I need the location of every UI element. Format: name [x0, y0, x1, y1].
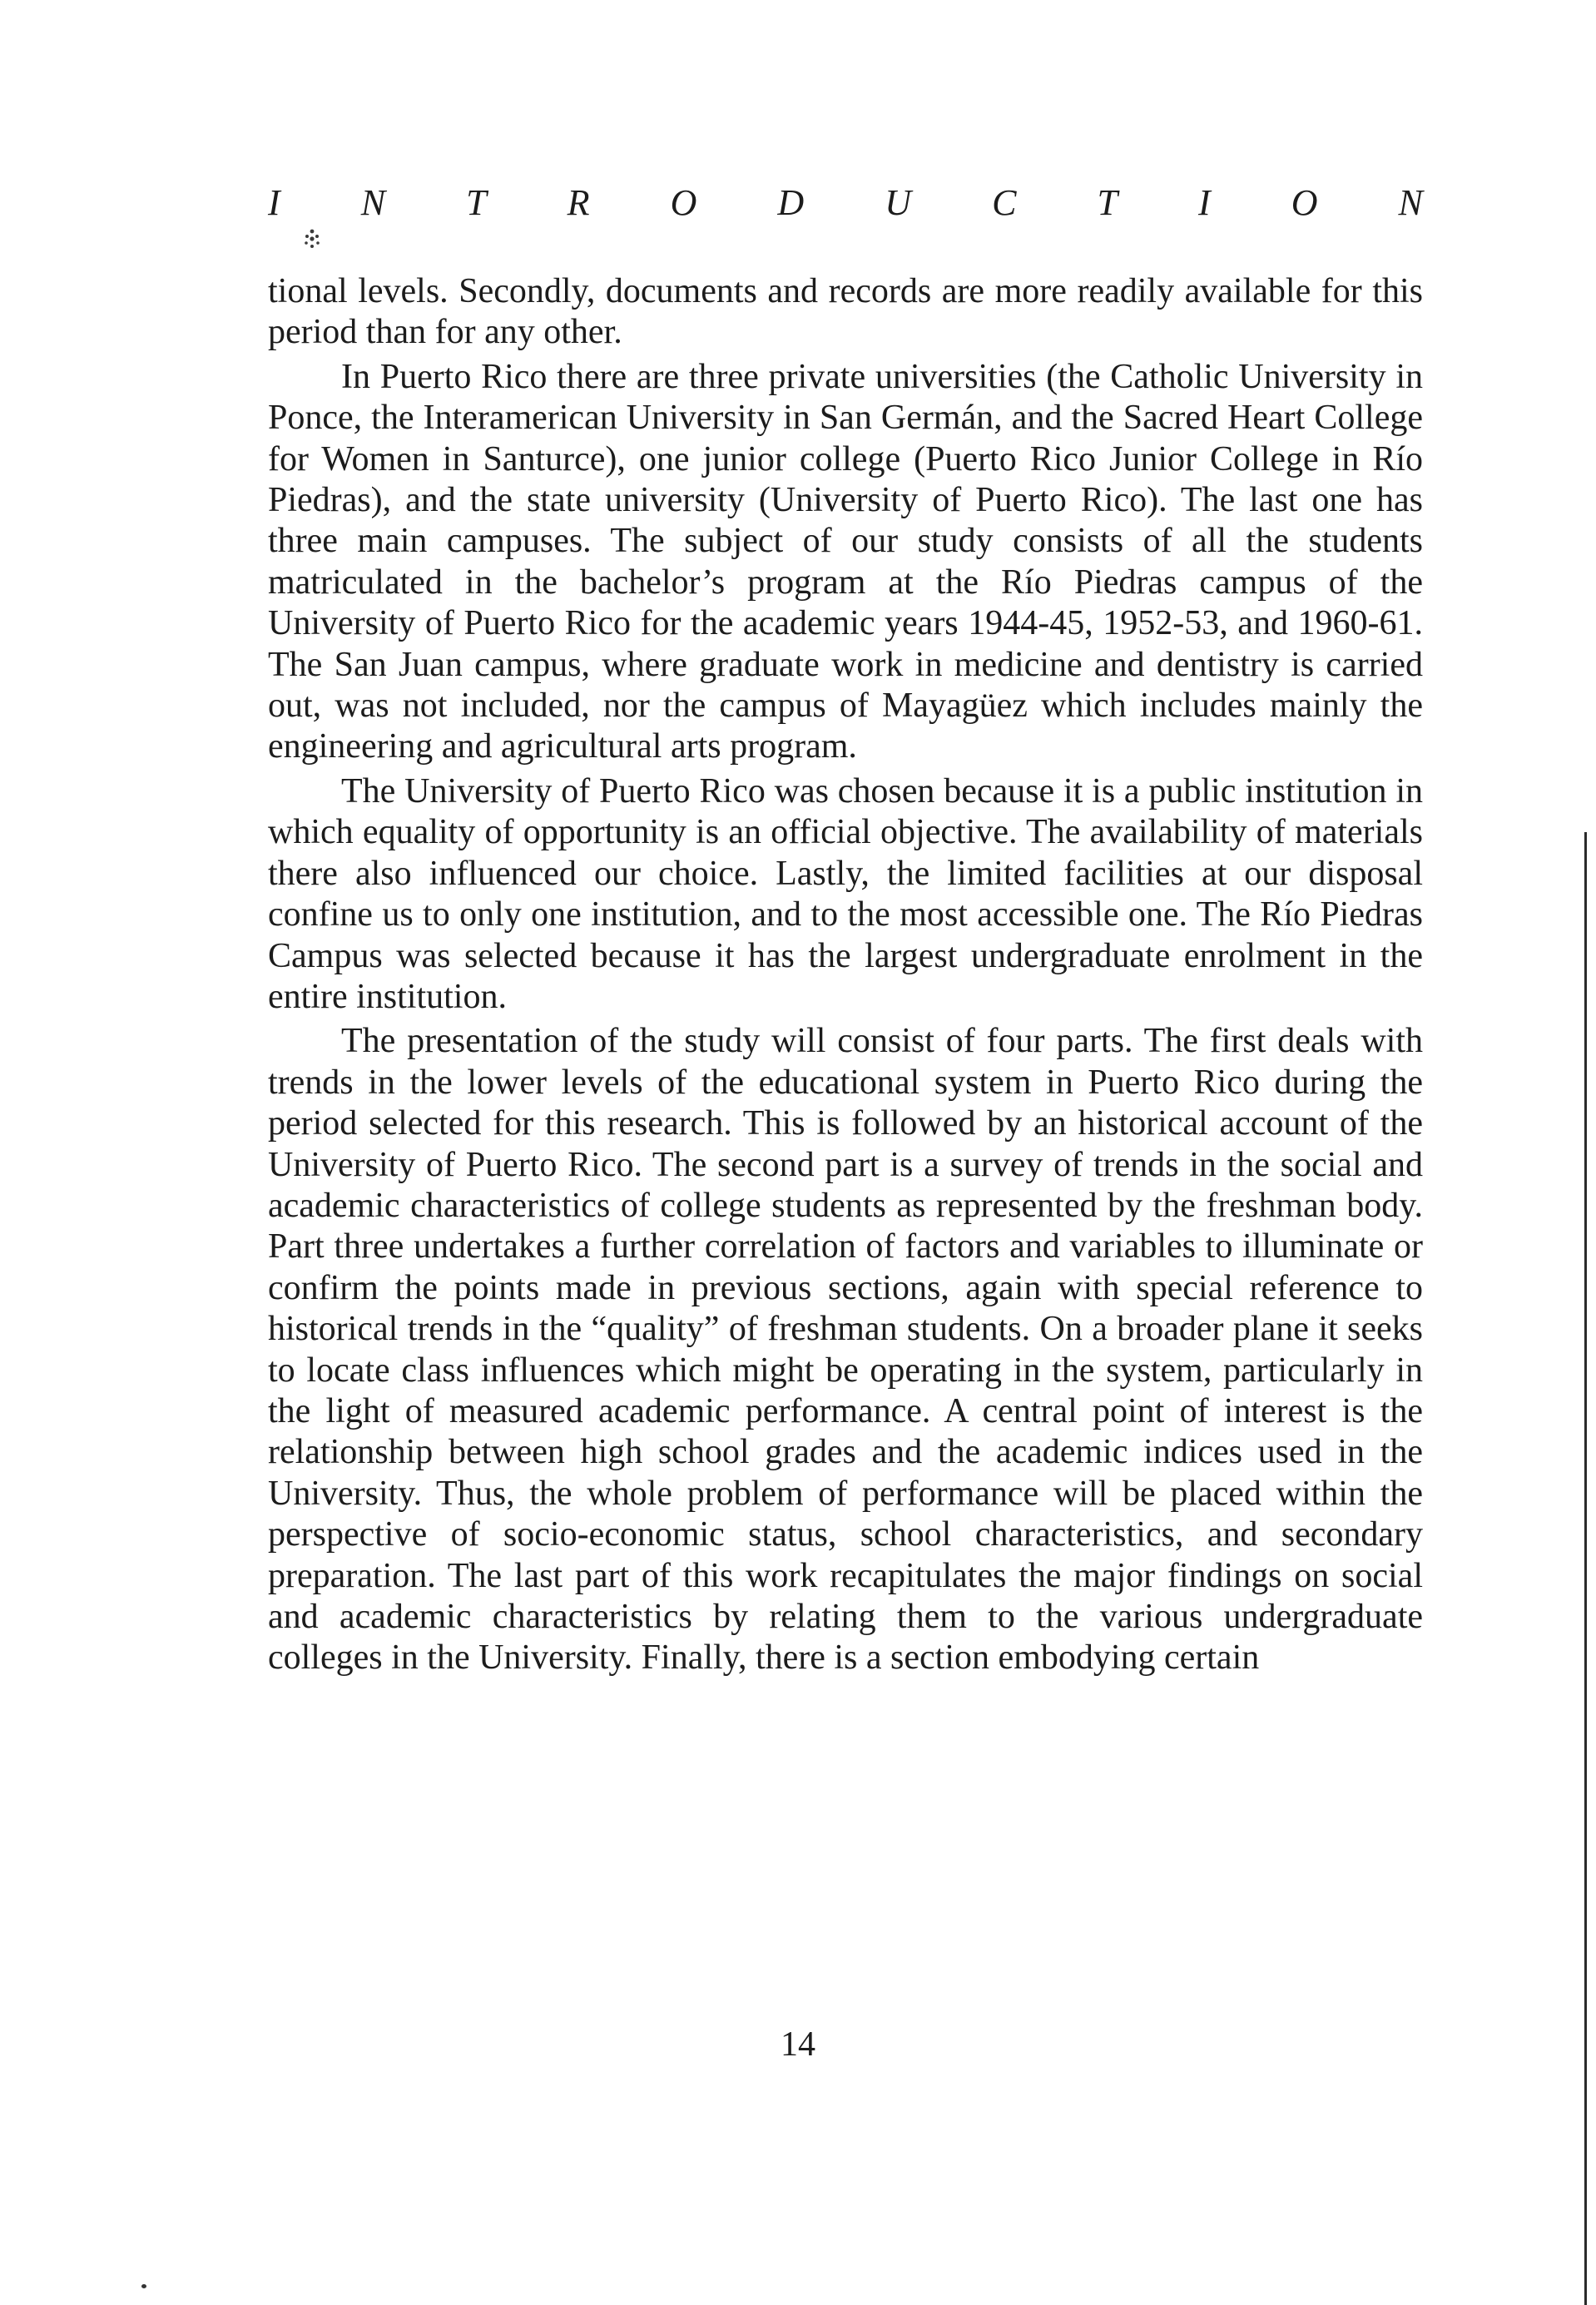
paragraph: The University of Puerto Rico was chosen because it is a public institution in which equality of opportunity is an official objective. The availability of materials there also influenced our choice. Lastly, the limited facilities at our disposal confine us to only one institution, and to the most accessible one. The Río Piedras Campus was selected because it has the largest undergraduate enrolment in the entire institution. [268, 771, 1423, 1016]
body-text [268, 271, 1423, 1679]
running-head-letter: T [466, 182, 487, 223]
running-head-letter: U [885, 182, 912, 223]
paragraph: In Puerto Rico there are three private universities (the Catholic University in Ponce, the Interamerican University in San Germán, and the Sacred Heart College for Women in Santurce), one junior college (Puerto Rico Junior College in Río Piedras), and the state university (University of Puerto Rico). The last one has three main campuses. The subject of our study consists of all the students matriculated in the bachelor’s program at the Río Piedras campus of the University of Puerto Rico for the academic years 1944-45, 1952-53, and 1960-61. The San Juan campus, where graduate work in medicine and dentistry is carried out, was not included, nor the campus of Mayagüez which includes mainly the engineering and agricultural arts program. [268, 357, 1423, 766]
paragraph-continued: tional levels. Secondly, documents and records are more readily available for this period than for any other. [268, 272, 1423, 352]
page-number: 14 [781, 2025, 815, 2064]
running-head-letter: T [1097, 182, 1118, 223]
running-head-letter: I [268, 182, 280, 223]
running-head-letter: O [1291, 182, 1318, 223]
scan-speck [141, 2284, 146, 2288]
running-head-letter: D [777, 182, 805, 223]
running-head [268, 182, 1423, 223]
paragraph: The presentation of the study will consist of four parts. The first deals with trends in the lower levels of the educational system in Puerto Rico during the period selected for this research. This is followed by an historical account of the University of Puerto Rico. The second part is a survey of trends in the social and academic characteristics of college students as represented by the freshman body. Part three undertakes a further correlation of factors and variables to illuminate or confirm the points made in previous sections, again with special reference to historical trends in the “quality” of freshman students. On a broader plane it seeks to locate class influences which might be operating in the system, particularly in the light of measured academic performance. A central point of interest is the relationship between high school grades and the academic indices used in the University. Thus, the whole problem of performance will be placed within the perspective of socio-economic status, school characteristics, and secondary preparation. The last part of this work recapitulates the major findings on social and academic characteristics by relating them to the various undergraduate colleges in the University. Finally, there is a section embodying certain [268, 1022, 1423, 1678]
running-head-letter: N [1398, 182, 1423, 223]
running-head-letter: N [360, 182, 386, 223]
running-head-letter: C [992, 182, 1017, 223]
running-head-letter: O [670, 182, 697, 223]
running-head-letter: I [1198, 182, 1211, 223]
scan-edge-line [1584, 832, 1587, 2305]
small-fleuron-icon [300, 226, 325, 251]
running-head-letter: R [567, 182, 590, 223]
